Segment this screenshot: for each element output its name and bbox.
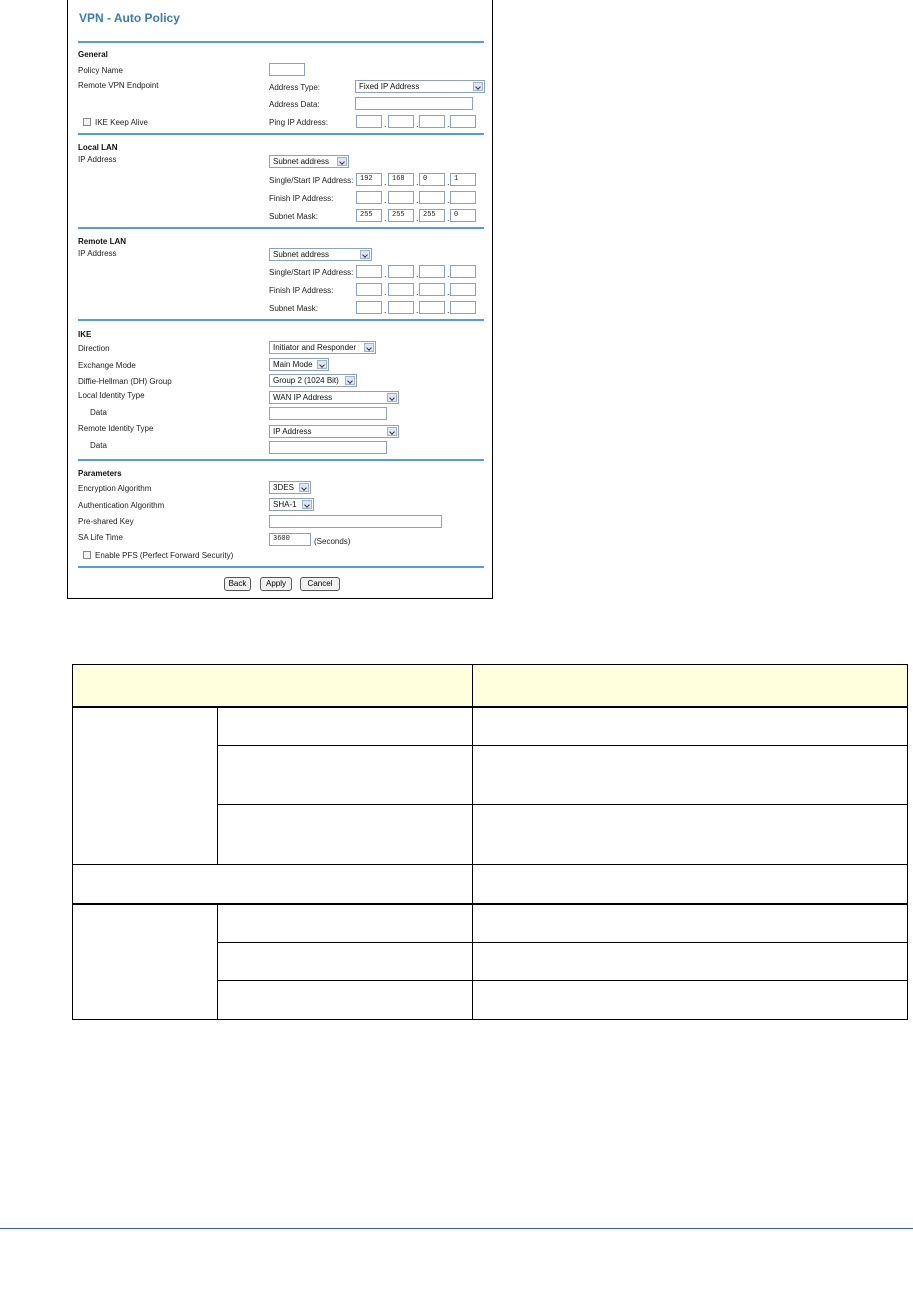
remote-finish-ip-octet-2[interactable] (388, 283, 414, 296)
section-local-lan-heading: Local LAN (78, 143, 118, 152)
ping-ip-octet-3[interactable] (419, 115, 445, 128)
local-subnet-octet-1[interactable]: 255 (356, 209, 382, 222)
apply-button[interactable]: Apply (260, 577, 292, 591)
remote-start-ip-octet-1[interactable] (356, 265, 382, 278)
local-ip-type-select[interactable] (269, 155, 349, 168)
table-header-row (73, 665, 907, 706)
direction-label: Direction (78, 344, 110, 353)
local-start-ip-octet-2[interactable]: 168 (388, 173, 414, 186)
policy-name-input[interactable] (269, 63, 305, 76)
remote-subnet-octet-1[interactable] (356, 301, 382, 314)
remote-ip-type-select[interactable] (269, 248, 372, 261)
local-subnet-octet-3[interactable]: 255 (419, 209, 445, 222)
ike-keep-alive-label: IKE Keep Alive (95, 118, 148, 127)
remote-start-ip-octet-2[interactable] (388, 265, 414, 278)
ping-ip-octet-1[interactable] (356, 115, 382, 128)
settings-table (72, 664, 908, 1020)
exchange-mode-label: Exchange Mode (78, 361, 136, 370)
back-button[interactable]: Back (224, 577, 251, 591)
local-finish-ip-octet-2[interactable] (388, 191, 414, 204)
local-identity-select[interactable] (269, 391, 399, 404)
local-start-ip-label: Single/Start IP Address: (269, 176, 354, 185)
local-subnet-octet-4[interactable]: 0 (450, 209, 476, 222)
local-identity-label: Local Identity Type (78, 391, 145, 400)
remote-start-ip-octet-3[interactable] (419, 265, 445, 278)
chevron-down-icon (299, 483, 309, 492)
direction-value: Initiator and Responder (273, 343, 357, 352)
remote-finish-ip-octet-4[interactable] (450, 283, 476, 296)
local-start-ip-octet-1[interactable]: 192 (356, 173, 382, 186)
local-data-label: Data (90, 408, 107, 417)
remote-ip-type-value: Subnet address (273, 250, 330, 259)
ike-keep-alive-checkbox[interactable] (83, 118, 91, 126)
chevron-down-icon (364, 343, 374, 352)
exchange-mode-select[interactable] (269, 358, 329, 371)
dh-group-label: Diffie-Hellman (DH) Group (78, 377, 172, 386)
remote-subnet-octet-3[interactable] (419, 301, 445, 314)
remote-subnet-mask-label: Subnet Mask: (269, 304, 318, 313)
sa-life-unit: (Seconds) (314, 537, 351, 546)
local-start-ip-octet-3[interactable]: 0 (419, 173, 445, 186)
chevron-down-icon (317, 360, 327, 369)
section-remote-lan-heading: Remote LAN (78, 237, 127, 246)
remote-endpoint-label: Remote VPN Endpoint (78, 81, 159, 90)
vpn-auto-policy-panel: VPN - Auto Policy General Policy Name Remote VPN Endpoint Address Type: Fixed IP Address Address Data: IKE Keep Alive Ping IP Address: . . . Local LAN IP Address Subnet address Single/Start IP Address: 192 . 168 . 0 . 1 Finish IP Address: . . . Subnet Mask: 255 . 255 . 255 . 0 Remote LAN IP Address Subnet address Single/Start IP Address: . . . Finish IP Address: . . . Subnet Mask: . . . IKE Direction Initiator and Responder Exchange Mode Main Mode Diffie-Hellman (DH) Group Group 2 (1024 Bit) Local Identity Type WAN IP Address Data Remote Identity Type IP Address Data Parameters Encryption Algorithm 3DES Authentication Algorithm SHA-1 Pre-shared Key SA Life Time 3600 (Seconds) Enable PFS (Perfect Forward Security) Back Apply Cancel (67, 0, 493, 599)
encryption-select[interactable] (269, 481, 311, 494)
direction-select[interactable] (269, 341, 376, 354)
remote-finish-ip-octet-1[interactable] (356, 283, 382, 296)
sa-life-label: SA Life Time (78, 533, 123, 542)
divider (78, 133, 484, 135)
remote-start-ip-octet-4[interactable] (450, 265, 476, 278)
local-subnet-octet-2[interactable]: 255 (388, 209, 414, 222)
remote-data-label: Data (90, 441, 107, 450)
authentication-select[interactable] (269, 498, 314, 511)
remote-ip-address-label: IP Address (78, 249, 117, 258)
enable-pfs-checkbox[interactable] (83, 551, 91, 559)
psk-label: Pre-shared Key (78, 517, 134, 526)
ping-ip-octet-2[interactable] (388, 115, 414, 128)
local-finish-ip-octet-3[interactable] (419, 191, 445, 204)
sa-life-input[interactable]: 3600 (269, 533, 311, 546)
local-identity-value: WAN IP Address (273, 393, 333, 402)
ping-ip-label: Ping IP Address: (269, 118, 328, 127)
section-parameters-heading: Parameters (78, 469, 122, 478)
remote-identity-data-input[interactable] (269, 441, 387, 454)
local-finish-ip-label: Finish IP Address: (269, 194, 334, 203)
chevron-down-icon (337, 157, 347, 166)
psk-input[interactable] (269, 515, 442, 528)
local-start-ip-octet-4[interactable]: 1 (450, 173, 476, 186)
authentication-label: Authentication Algorithm (78, 501, 165, 510)
ping-ip-octet-4[interactable] (450, 115, 476, 128)
dh-group-select[interactable] (269, 374, 357, 387)
encryption-label: Encryption Algorithm (78, 484, 152, 493)
encryption-value: 3DES (273, 483, 294, 492)
authentication-value: SHA-1 (273, 500, 297, 509)
address-data-input[interactable] (355, 97, 473, 110)
footer-divider (0, 1228, 913, 1229)
page-title: VPN - Auto Policy (79, 11, 180, 25)
divider (78, 41, 484, 43)
chevron-down-icon (302, 500, 312, 509)
remote-subnet-octet-4[interactable] (450, 301, 476, 314)
local-ip-type-value: Subnet address (273, 157, 330, 166)
cancel-button[interactable]: Cancel (300, 577, 340, 591)
dh-group-value: Group 2 (1024 Bit) (273, 376, 339, 385)
divider (78, 566, 484, 568)
exchange-mode-value: Main Mode (273, 360, 313, 369)
chevron-down-icon (473, 82, 483, 91)
local-subnet-mask-label: Subnet Mask: (269, 212, 318, 221)
remote-identity-value: IP Address (273, 427, 312, 436)
address-type-select[interactable] (355, 80, 485, 93)
chevron-down-icon (360, 250, 370, 259)
remote-subnet-octet-2[interactable] (388, 301, 414, 314)
local-finish-ip-octet-1[interactable] (356, 191, 382, 204)
remote-finish-ip-label: Finish IP Address: (269, 286, 334, 295)
remote-start-ip-label: Single/Start IP Address: (269, 268, 354, 277)
local-identity-data-input[interactable] (269, 407, 387, 420)
chevron-down-icon (345, 376, 355, 385)
policy-name-label: Policy Name (78, 66, 123, 75)
remote-identity-select[interactable] (269, 425, 399, 438)
local-finish-ip-octet-4[interactable] (450, 191, 476, 204)
divider (78, 227, 484, 229)
remote-finish-ip-octet-3[interactable] (419, 283, 445, 296)
chevron-down-icon (387, 427, 397, 436)
divider (78, 459, 484, 461)
address-type-label: Address Type: (269, 83, 320, 92)
chevron-down-icon (387, 393, 397, 402)
section-general-heading: General (78, 50, 108, 59)
address-type-value: Fixed IP Address (359, 82, 420, 91)
enable-pfs-label: Enable PFS (Perfect Forward Security) (95, 551, 234, 560)
address-data-label: Address Data: (269, 100, 320, 109)
divider (78, 319, 484, 321)
section-ike-heading: IKE (78, 330, 92, 339)
remote-identity-label: Remote Identity Type (78, 424, 154, 433)
local-ip-address-label: IP Address (78, 155, 117, 164)
